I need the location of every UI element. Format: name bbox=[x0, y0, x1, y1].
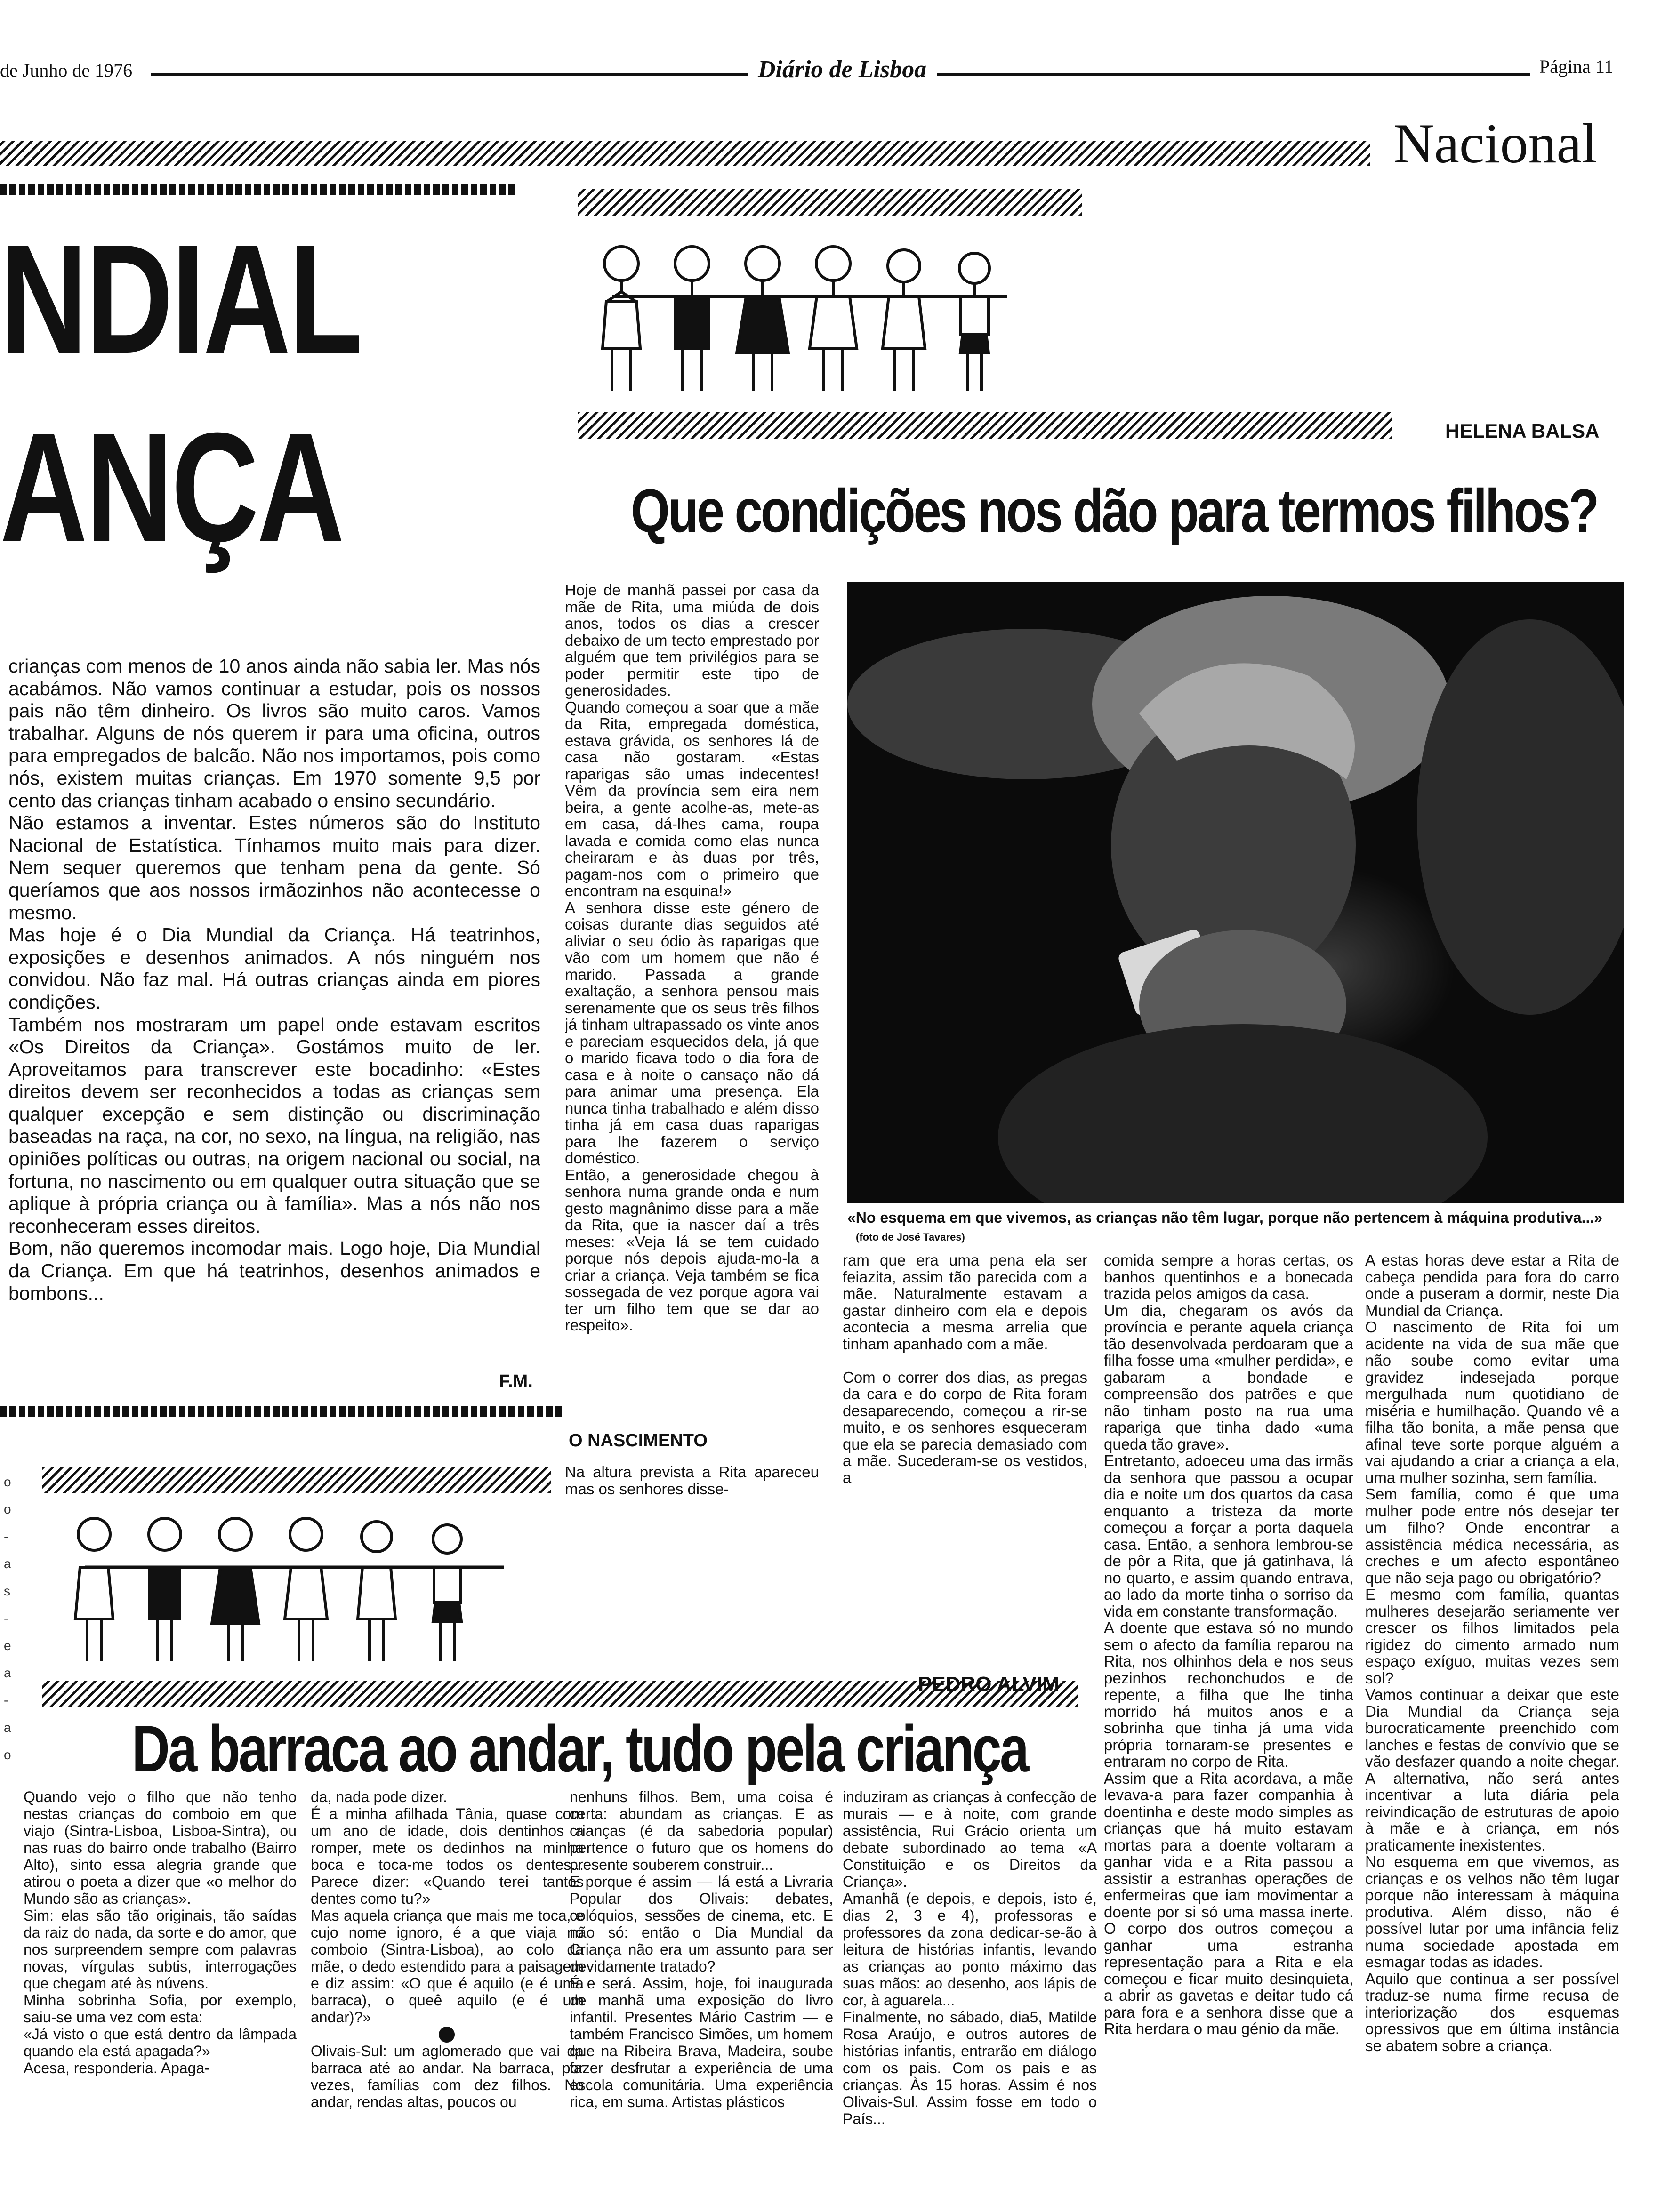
article1-col2: ram que era uma pena ela ser feiazita, assim tão parecida com a mãe. Naturalmente estavam a gastar dinheiro com ela e depois acontecia a mesma arrelia que tinham apanhado com a mãe. Com o correr dos dias, as pregas da cara e do corpo de Rita foram desaparecendo, começou a rir-se muito, e os senhores esqueceram que ela se parecia demasiado com a mãe. Sucederam-se os vestidos, a bbox=[843, 1252, 1087, 1486]
page-number: Página 11 bbox=[1539, 56, 1614, 77]
photo-caption bbox=[847, 1209, 1619, 1246]
article2-col3: nenhuns filhos. Bem, uma coisa é certa: abundam as crianças. E as crianças (é da sabedoria popular) pertence o futuro que os homens do presente souberem construir... E porque é assim — lá está a Livraria Popular dos Olivais: debates, colóquios, sessões de cinema, etc. E não só: então o Dia Mundial da Criança não era um assunto para ser devidamente tratado? É e será. Assim, hoje, foi inaugurada de manhã uma exposição do livro infantil. Presentes Mário Castrim — e também Francisco Simões, um homem que na Ribeira Brava, Madeira, soube fazer desfrutar a experiência de uma escola comunitária. Uma experiência rica, em suma. Artistas plásticos bbox=[570, 1788, 833, 2110]
left-headline-line1: NDIAL bbox=[0, 212, 361, 385]
drawing-hatch-bottom bbox=[578, 412, 1392, 439]
article2-col2: da, nada pode dizer. É a minha afilhada Tânia, quase com um ano de idade, dois dentinhos a romper, mete os dedinhos na minha boca e toca-me todos os dentes... Parece dizer: «Quando terei tantos dentes como tu?» Mas aquela criança que mais me toca, e cujo nome ignoro, é a que viaja no comboio (Sintra-Lisboa), ao colo da mãe, o dedo estendido para a paisagem e diz assim: «O que é aquilo (e é uma barraca), o queê aquilo (e é um andar)?» Olivais-Sul: um aglomerado que vai da barraca até ao andar. Na barraca, por vezes, famílias com dez filhos. No andar, rendas altas, poucos ou bbox=[311, 1788, 584, 2110]
issue-date: de Junho de 1976 bbox=[0, 60, 133, 81]
article1-subhead: O NASCIMENTO bbox=[569, 1431, 708, 1451]
child-photo bbox=[847, 582, 1624, 1203]
zigzag-rule-top bbox=[0, 184, 518, 195]
left-article-signature: F.M. bbox=[499, 1371, 533, 1391]
children-drawing-bottom bbox=[47, 1506, 546, 1671]
article2-col1: Quando vejo o filho que não tenho nestas crianças do comboio em que viajo (Sintra-Lisboa, Lisboa-Sintra), ou nas ruas do bairro onde trabalho (Bairro Alto), sinto essa alegria grande que atirou o poeta a dizer que «o melhor do Mundo são as crianças». Sim: elas são tão originais, tão saídas da raiz do nada, da sorte e do amor, que nos surpreendem sempre com palavras novas, vírgulas subtis, interrogações que chegam até às núvens. Minha sobrinha Sofia, por exemplo, saiu-se uma vez com esta: «Já visto o que está dentro da lâmpada quando ela está apagada?» Acesa, responderia. Apaga- bbox=[24, 1788, 297, 2076]
article2-headline: Da barraca ao andar, tudo pela criança bbox=[132, 1712, 1028, 1786]
masthead: Diário de Lisboa bbox=[758, 56, 927, 83]
article1-col1: Hoje de manhã passei por casa da mãe de Rita, uma miúda de dois anos, todos os dias a crescer debaixo de um tecto emprestado por alguém que tem privilégios para se poder permitir este tipo de generosidades. Quando começou a soar que a mãe da Rita, empregada doméstica, estava grávida, os senhores lá de casa não gostaram. «Estas raparigas são umas indecentes! Vêm da província sem eira nem beira, a gente acolhe-as, mete-as em casa, dá-lhes cama, roupa lavada e comida como elas nunca cheiraram e às duas por três, pagam-nos com o primeiro que encontram na esquina!» A senhora disse este género de coisas durante dias seguidos até aliviar o seu ódio às raparigas que vão com um homem que não é marido. Passada a grande exaltação, a senhora pensou mais serenamente que os seus três filhos já tinham ultrapassado os vinte anos e pareciam esquecidos dela, já que o marido ficava todo o dia fora de casa e à noite o cansaço não dá para animar uma presença. Ela nunca tinha trabalhado e além disso tinha já em casa duas raparigas para lhe fazerem o serviço doméstico. Então, a generosidade chegou à senhora numa grande onda e num gesto magnânimo disse para a mãe da Rita, que ia nascer daí a três meses: «Veja lá se tem cuidado porque nós depois ajuda-mo-la a criar a criança. Veja também se fica sossegada de vez porque agora vai ter um filho tem que se dar ao respeito». bbox=[565, 582, 819, 1334]
article2-byline: PEDRO ALVIM bbox=[918, 1673, 1060, 1696]
margin-fragments: o o - a s - e a - a o bbox=[4, 1475, 11, 1762]
photo-caption-text: «No esquema em que vivemos, as crianças não têm lugar, porque não pertencem à máquina produtiva...» bbox=[847, 1209, 1603, 1226]
article1-col1b: Na altura prevista a Rita apareceu mas os senhores disse- bbox=[565, 1464, 819, 1498]
left-headline-line2: ANÇA bbox=[0, 400, 343, 574]
photo-credit: (foto de José Tavares) bbox=[856, 1231, 965, 1243]
article1-col4: A estas horas deve estar a Rita de cabeça pendida para fora do carro onde a puseram a dormir, neste Dia Mundial da Criança. O nascimento de Rita foi um acidente na vida de sua mãe que não soube como evitar uma gravidez indesejada porque mergulhada num quotidiano de miséria e humilhação. Quando vê a filha tão bonita, a mãe pensa que afinal teve sorte porque alguém a vai ajudando a criar a criança a ela, uma mulher sozinha, sem família. Sem família, como é que uma mulher pode entre nós desejar ter um filho? Onde encontrar a assistência médica necessária, as creches e um afecto espontâneo que não seja pago ou obrigatório? E mesmo com família, quantas mulheres desejarão seriamente ver crescer os filhos limitados pela rigidez do cimento armado num espaço exíguo, muitas vezes sem sol? Vamos continuar a deixar que este Dia Mundial da Criança seja burocraticamente preenchido com lanches e festas de convívio que se vão desfazer quando a noite chegar. A alternativa, não será antes incentivar a luta diária pela reivindicação de estruturas de apoio à mãe e à criança, em nós praticamente inexistentes. No esquema em que vivemos, as crianças e os velhos não têm lugar porque não interessam à máquina produtiva. Além disso, não é possível lutar por uma infância feliz numa sociedade apostada em esmagar todas as idades. Aquilo que continua a ser possível traduz-se numa firme recusa de interiorização dos esquemas opressivos que em última instância se abatem sobre a criança. bbox=[1365, 1252, 1619, 2054]
bullet-dot bbox=[439, 2027, 455, 2043]
article1-col3: comida sempre a horas certas, os banhos quentinhos e a bonecada trazida pelos amigos da casa. Um dia, chegaram os avós da província e perante aquela criança tão desenvolvada perdoaram que a filha fosse uma «mulher perdida», e gabaram a bondade e compreensão dos patrões e que não tinham posto na rua uma rapariga que tinha dado «uma queda tão grave». Entretanto, adoeceu uma das irmãs da senhora que passou a ocupar dia e noite um dos quartos da casa enquanto a tristeza da morte começou a forçar a porta daquela casa. Então, a senhora lembrou-se de pôr a Rita, que já gatinhava, lá no quarto, e assim quando entrava, ao lado da morte tinha o sorriso da vida em constante transformação. A doente que estava só no mundo sem o afecto da família reparou na Rita, nos olhinhos dela e nos seus pezinhos rechonchudos e de repente, a filha que lhe tinha morrido há muitos anos e a sobrinha que tinha já uma vida própria tornaram-se presentes e entraram no corpo de Rita. Assim que a Rita acordava, a mãe levava-a para fazer companhia à doentinha e deste modo simples as crianças que há muito estavam mortas para a doente voltaram a ganhar vida e a Rita passou a assistir a estranhas operações de enfermeiras que iam movimentar a doente por si só uma massa inerte. O corpo dos outros começou a ganhar uma estranha representação para a Rita e ela começou e ficar muito desinquieta, a abrir as gavetas e deitar tudo cá para fora e a senhora disse que a Rita herdara o mau génio da mãe. bbox=[1104, 1252, 1353, 2037]
article2-col4: induziram as crianças à confecção de murais — e à noite, com grande assistência, Rui Grácio orienta um debate subordinado ao tema «A Constituição e os Direitos da Criança». Amanhã (e depois, e depois, isto é, dias 2, 3 e 4), professoras e professores da zona dedicar-se-ão à leitura de histórias infantis, levando as crianças ao ponto máximo das suas mãos: ao desenho, aos lápis de cor, à aguarela... Finalmente, no sábado, dia5, Matilde Rosa Araújo, e outros autores de histórias infantis, entrarão em diálogo com os pais. Com os pais e as crianças. Às 15 horas. Assim é nos Olivais-Sul. Assim fosse em todo o País... bbox=[843, 1788, 1097, 2127]
drawing2-hatch-top bbox=[42, 1467, 551, 1493]
zigzag-rule-left bbox=[0, 1406, 565, 1417]
section-hatch-bar bbox=[0, 141, 1370, 166]
children-drawing-top bbox=[579, 231, 1073, 400]
article1-headline: Que condições nos dão para termos filhos? bbox=[631, 476, 1598, 545]
section-title: Nacional bbox=[1393, 112, 1598, 175]
drawing-hatch-top bbox=[578, 189, 1082, 216]
header-rule-right bbox=[937, 73, 1530, 76]
article1-byline: HELENA BALSA bbox=[1445, 420, 1600, 442]
left-article-text: crianças com menos de 10 anos ainda não sabia ler. Mas nós acabámos. Não vamos continuar a estudar, pois os nossos pais não têm dinheiro. Os livros são muito caros. Vamos trabalhar. Alguns de nós querem ir para uma oficina, outros para empregados de balcão. Não nos importamos, pois como nós, existem muitas crianças. Em 1970 somente 9,5 por cento das crianças tinham acabado o ensino secundário. Não estamos a inventar. Estes números são do Instituto Nacional de Estatística. Tínhamos muito mais para dizer. Nem sequer queremos que tenham pena da gente. Só queríamos que aos nossos irmãozinhos não acontecesse o mesmo. Mas hoje é o Dia Mundial da Criança. Há teatrinhos, exposições e desenhos animados. A nós ninguém nos convidou. Não faz mal. Há outras crianças ainda em piores condições. Também nos mostraram um papel onde estavam escritos «Os Direitos da Criança». Gostámos muito de ler. Aproveitamos para transcrever este bocadinho: «Estes direitos devem ser reconhecidos a todas as crianças sem qualquer excepção e sem distinção ou discriminação baseadas na raça, na cor, no sexo, na língua, na religião, nas opiniões políticas ou outras, na origem nacional ou social, na fortuna, no nascimento ou em qualquer outra situação que se aplique à própria criança ou à família». Mas a nós não nos reconheceram esses direitos. Bom, não queremos incomodar mais. Logo hoje, Dia Mundial da Criança. Em que há teatrinhos, desenhos animados e bombons... bbox=[8, 655, 540, 1304]
header-rule-left bbox=[151, 73, 748, 76]
